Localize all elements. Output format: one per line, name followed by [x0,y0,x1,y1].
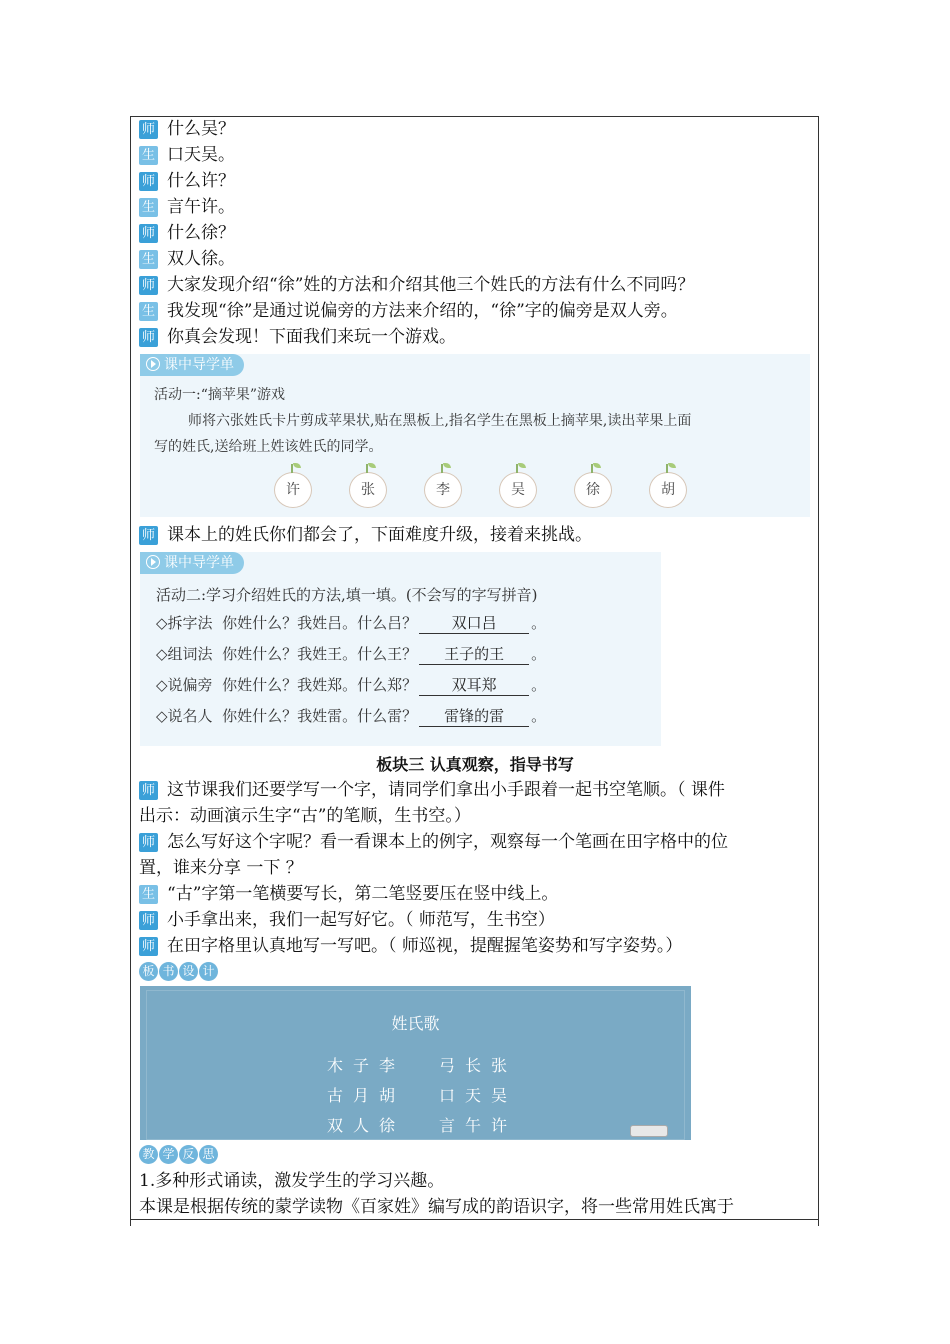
teacher-tag: 师 [139,120,158,139]
dialogue-line: 生 我发现“徐”是通过说偏旁的方法来介绍的，“徐”字的偏旁是双人旁。 [139,300,678,322]
reflection-badge: 教 学 反 思 [139,1145,218,1165]
board-line: 双人徐 [327,1116,406,1135]
board-line: 古月胡 [327,1086,406,1105]
student-tag: 生 [139,198,158,217]
dialogue-continuation: 置，谁来分享 一下 ？ [139,858,303,878]
dialogue-line: 师 你真会发现！下面我们来玩一个游戏。 [139,326,456,348]
frame-divider [130,1219,819,1220]
method-row: ◇说名人 你姓什么？我姓雷。什么雷？ 雷锋的雷 。 [156,707,547,725]
board-design-badge: 板 书 设 计 [139,962,218,982]
dialogue-line: 师 在田字格里认真地写一写吧。（ 师巡视，提醒握笔姿势和写字姿势。） [139,935,682,957]
dialogue-line: 师 怎么写好这个字呢？看一看课本上的例字，观察每一个笔画在田字格中的位 [139,831,728,853]
panel-header: 课中导学单 [140,552,244,574]
dialogue-line: 生 言午许。 [139,196,235,218]
teacher-tag: 师 [139,937,158,956]
answer-blank: 双口吕 [419,612,529,634]
board-title: 姓氏歌 [391,1014,440,1033]
teacher-tag: 师 [139,526,158,545]
teacher-tag: 师 [139,328,158,347]
method-row: ◇组词法 你姓什么？我姓王。什么王？ 王子的王 。 [156,645,547,663]
student-tag: 生 [139,146,158,165]
apple-card: 吴 [499,472,537,508]
reflection-text: 本课是根据传统的蒙学读物《百家姓》编写成的韵语识字，将一些常用姓氏寓于 [139,1197,734,1217]
teacher-tag: 师 [139,833,158,852]
apple-card: 徐 [574,472,612,508]
teacher-tag: 师 [139,911,158,930]
dialogue-line: 师 小手拿出来，我们一起写好它。（ 师范写，生书空） [139,909,555,931]
student-tag: 生 [139,250,158,269]
section-title: 板块三 认真观察，指导书写 [376,755,574,774]
answer-blank: 双耳郑 [419,674,529,696]
board-line: 木子李 [327,1056,406,1075]
dialogue-line: 师 什么许？ [139,170,235,192]
dialogue-line: 生 双人徐。 [139,248,235,270]
teacher-tag: 师 [139,224,158,243]
board-line: 言午许 [439,1116,518,1135]
apple-card: 胡 [649,472,687,508]
answer-blank: 雷锋的雷 [419,705,529,727]
method-row: ◇拆字法 你姓什么？我姓吕。什么吕？ 双口吕 。 [156,614,547,632]
apple-card: 许 [274,472,312,508]
dialogue-line: 师 这节课我们还要学写一个字，请同学们拿出小手跟着一起书空笔顺。（ 课件 [139,779,725,801]
student-tag: 生 [139,302,158,321]
eraser-icon [630,1125,668,1137]
panel-header: 课中导学单 [140,354,244,376]
dialogue-line: 师 什么徐？ [139,222,235,244]
dialogue-line: 生 口天吴。 [139,144,235,166]
activity-title: 活动一:“摘苹果”游戏 [154,387,286,403]
dialogue-continuation: 出示：动画演示生字“古”的笔顺，生书空。） [139,806,471,826]
dialogue-line: 师 大家发现介绍“徐”姓的方法和介绍其他三个姓氏的方法有什么不同吗？ [139,274,694,296]
teacher-tag: 师 [139,276,158,295]
method-row: ◇说偏旁 你姓什么？我姓郑。什么郑？ 双耳郑 。 [156,676,547,694]
answer-blank: 王子的王 [419,643,529,665]
dialogue-line: 师 课本上的姓氏你们都会了，下面难度升级，接着来挑战。 [139,524,592,546]
apple-card: 张 [349,472,387,508]
activity-title: 活动二:学习介绍姓氏的方法,填一填。(不会写的字写拼音) [156,586,538,604]
dialogue-line: 生 “古”字第一笔横要写长，第二笔竖要压在竖中线上。 [139,883,558,905]
activity-desc: 师将六张姓氏卡片剪成苹果状,贴在黑板上,指名学生在黑板上摘苹果,读出苹果上面 [188,413,692,429]
play-icon [146,357,160,371]
teacher-tag: 师 [139,781,158,800]
board-line: 弓长张 [439,1056,518,1075]
dialogue-line: 师 什么吴？ [139,118,235,140]
board-line: 口天吴 [439,1086,518,1105]
reflection-text: 1.多种形式诵读，激发学生的学习兴趣。 [139,1171,445,1191]
blackboard [140,986,691,1140]
student-tag: 生 [139,885,158,904]
activity-panel-2 [140,552,661,746]
activity-panel-1 [140,354,810,517]
apple-card: 李 [424,472,462,508]
activity-desc: 写的姓氏,送给班上姓该姓氏的同学。 [154,439,383,455]
play-icon [146,555,160,569]
teacher-tag: 师 [139,172,158,191]
